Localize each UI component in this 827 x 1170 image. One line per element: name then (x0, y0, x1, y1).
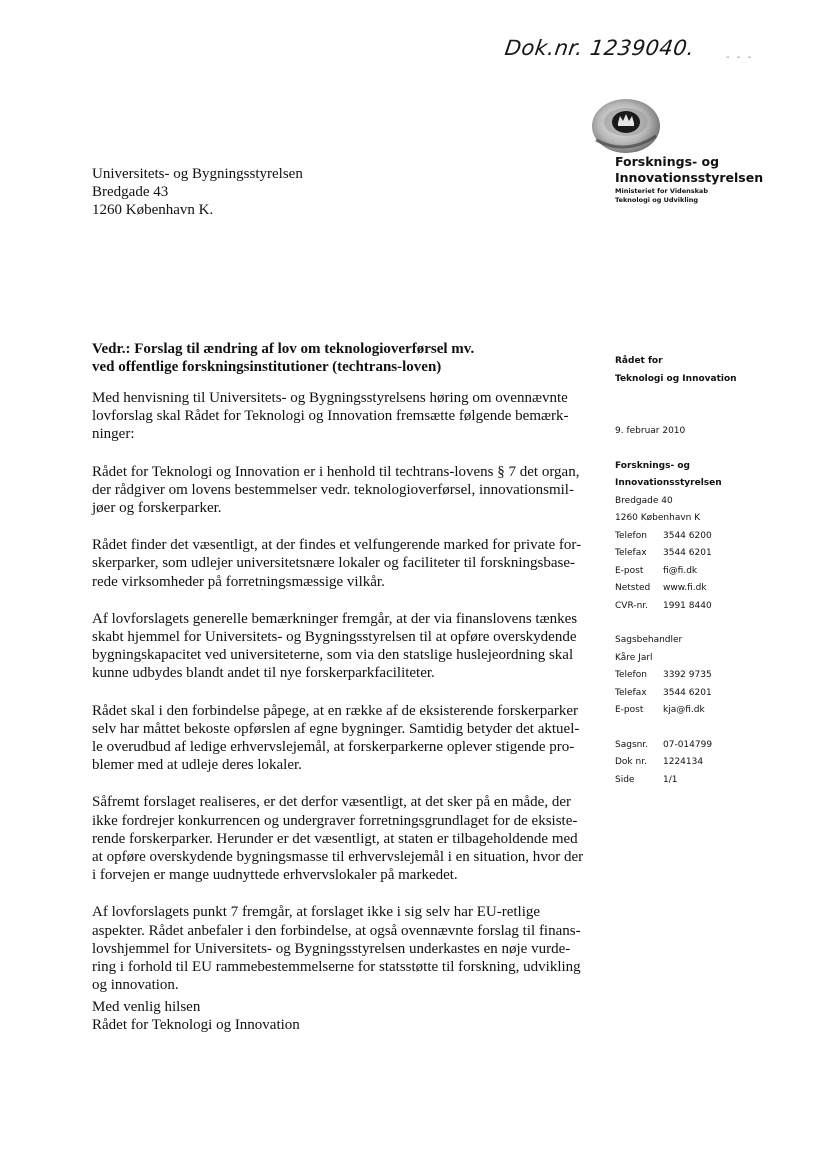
agency-contacts (615, 528, 815, 616)
body-line: der rådgiver om lovens bestemmelser vedr. teknologioverførsel, innovationsmil- (92, 481, 574, 498)
handler-contact-row (615, 685, 815, 703)
case-handler-name: Kåre Jarl (615, 652, 653, 663)
body-line: Rådet skal i den forbindelse påpege, at en række af de eksisterende forskerparker (92, 702, 579, 719)
body-paragraph (92, 389, 590, 444)
body-line: aspekter. Rådet anbefaler i den forbindelse, at også ovennævnte forslag til finans- (92, 922, 581, 939)
body-line: lovshjemmel for Universitets- og Bygningsstyrelsen underkastes en nøje vurde- (92, 940, 571, 957)
contact-row-label: CVR-nr. (615, 600, 649, 611)
contact-row (615, 528, 815, 546)
handler-contact-row (615, 702, 815, 720)
body-line: selv har måttet bekoste opførslen af egne bygninger. Samtidig betyder det aktuel- (92, 720, 580, 737)
contact-row (615, 545, 815, 563)
body-line: rede virksomheder på forretningsmæssige vilkår. (92, 573, 385, 590)
body-paragraph (92, 702, 590, 775)
corner-mark: - - - (726, 52, 754, 63)
reference-row-label: Side (615, 774, 635, 785)
sidebar-info (615, 353, 815, 789)
recipient-line: Bredgade 43 (92, 184, 169, 200)
agency-address: 1260 København K (615, 513, 701, 523)
contact-row-label: Telefax (615, 548, 647, 558)
contact-row (615, 563, 815, 581)
contact-row-value: www.fi.dk (663, 583, 707, 593)
case-handler-label: Sagsbehandler (615, 635, 683, 645)
contact-row-value: fi@fi.dk (663, 565, 698, 576)
subject-line: ved offentlige forskningsinstitutioner (techtrans-loven) (92, 359, 442, 375)
handler-contact-row-value: 3544 6201 (663, 687, 712, 698)
contact-row-label: Telefon (615, 530, 647, 541)
reference-row-value: 1/1 (663, 774, 678, 785)
body-line: Af lovforslagets generelle bemærkninger fremgår, at der via finanslovens tænkes (92, 610, 578, 627)
body-line: ikke fordrejer konkurrencen og undergraver forretningsgrundlaget for de eksiste- (92, 812, 578, 829)
body-line: ring i forhold til EU rammebestemmelserne for statsstøtte til forskning, udvikling (92, 959, 581, 976)
reference-row-value: 07-014799 (663, 739, 713, 750)
recipient-line: 1260 København K. (92, 202, 214, 218)
body-paragraph (92, 463, 590, 518)
closing-line: Rådet for Teknologi og Innovation (92, 1017, 300, 1033)
reference-numbers (615, 737, 815, 790)
handwritten-document-number: Dok.nr. 1239040. (503, 36, 697, 60)
recipient-line: Universitets- og Bygningsstyrelsen (92, 166, 303, 182)
subject-heading (92, 340, 474, 376)
subject-line: Vedr.: Forslag til ændring af lov om teknologioverførsel mv. (92, 341, 475, 357)
body-line: Rådet finder det væsentligt, at der findes et velfungerende marked for private for- (92, 537, 582, 554)
body-line: rende forskerparker. Herunder er det væsentligt, at staten er tilbageholdende med (92, 830, 578, 847)
contact-row-label: E-post (615, 565, 644, 576)
contact-row (615, 598, 815, 616)
body-line: skerparker, som udlejer universitetsnære lokaler og faciliteter til forskningsbase- (92, 555, 575, 572)
handler-contact-row-value: kja@fi.dk (663, 705, 705, 715)
body-paragraph (92, 903, 590, 994)
contact-row-value: 3544 6200 (663, 530, 712, 541)
body-paragraph (92, 793, 590, 884)
body-line: bygningskapacitet ved universiteterne, som via den statslige huslejeordning skal (92, 647, 574, 664)
handler-contact-row-label: Telefon (615, 670, 647, 680)
contact-row-value: 1991 8440 (663, 600, 712, 611)
letter-body (92, 389, 590, 1013)
body-paragraph (92, 536, 590, 591)
closing-line: Med venlig hilsen (92, 999, 201, 1015)
agency-name: Innovationsstyrelsen (615, 478, 722, 488)
reference-row (615, 737, 815, 755)
body-line: lovforslag skal Rådet for Teknologi og Innovation fremsætte følgende bemærk- (92, 408, 569, 425)
reference-row (615, 772, 815, 790)
agency-name: Forsknings- og (615, 460, 690, 471)
contact-row-value: 3544 6201 (663, 548, 712, 558)
letter-date: 9. februar 2010 (615, 426, 686, 436)
body-line: skabt hjemmel for Universitets- og Bygningsstyrelsen til at opføre overskydende (92, 629, 577, 646)
body-line: blemer med at udleje deres lokaler. (92, 757, 302, 774)
sender-name: Teknologi og Innovation (615, 373, 737, 384)
body-line: le overudbud af ledige erhvervslejemål, at forskerparkerne oplever stigende pro- (92, 739, 575, 756)
body-line: at opføre overskydende bygningsmasse til erhvervslejemål i en situation, hvor der (92, 849, 584, 866)
ministry-line: Ministeriet for Videnskab (615, 187, 708, 195)
body-line: og innovation. (92, 977, 179, 994)
recipient-address (92, 165, 303, 219)
body-line: jøer og forskerparker. (92, 500, 222, 517)
reference-row-value: 1224134 (663, 757, 704, 767)
org-name-line: Forsknings- og (615, 154, 720, 169)
crown-logo-icon (586, 96, 662, 158)
reference-row-label: Sagsnr. (615, 739, 649, 750)
body-line: Med henvisning til Universitets- og Bygningsstyrelsens høring om ovennævnte (92, 390, 568, 406)
contact-row (615, 580, 815, 598)
body-line: Rådet for Teknologi og Innovation er i henhold til techtrans-lovens § 7 det organ, (92, 463, 580, 480)
contact-row-label: Netsted (615, 583, 651, 593)
sender-name: Rådet for (615, 356, 663, 366)
body-line: i forvejen er mange uudnyttede erhvervslokaler på markedet. (92, 867, 458, 884)
agency-address: Bredgade 40 (615, 495, 673, 506)
body-line: Såfremt forslaget realiseres, er det derfor væsentligt, at det sker på en måde, der (92, 794, 571, 811)
handler-contact-row-label: E-post (615, 705, 644, 715)
handler-contact-row-value: 3392 9735 (663, 670, 712, 680)
org-name (615, 154, 763, 186)
closing (92, 998, 300, 1034)
body-line: ninger: (92, 426, 135, 443)
handler-contact-row (615, 667, 815, 685)
reference-row-label: Dok nr. (615, 757, 647, 767)
handler-contacts (615, 667, 815, 720)
body-paragraph (92, 610, 590, 683)
reference-row (615, 754, 815, 772)
ministry-line: Teknologi og Udvikling (615, 196, 699, 204)
body-line: kunne udbydes blandt andet til nye forskerparkfaciliteter. (92, 665, 435, 682)
handler-contact-row-label: Telefax (615, 687, 647, 698)
org-ministry (615, 187, 708, 205)
body-line: Af lovforslagets punkt 7 fremgår, at forslaget ikke i sig selv har EU-retlige (92, 904, 541, 921)
org-name-line: Innovationsstyrelsen (615, 170, 764, 185)
